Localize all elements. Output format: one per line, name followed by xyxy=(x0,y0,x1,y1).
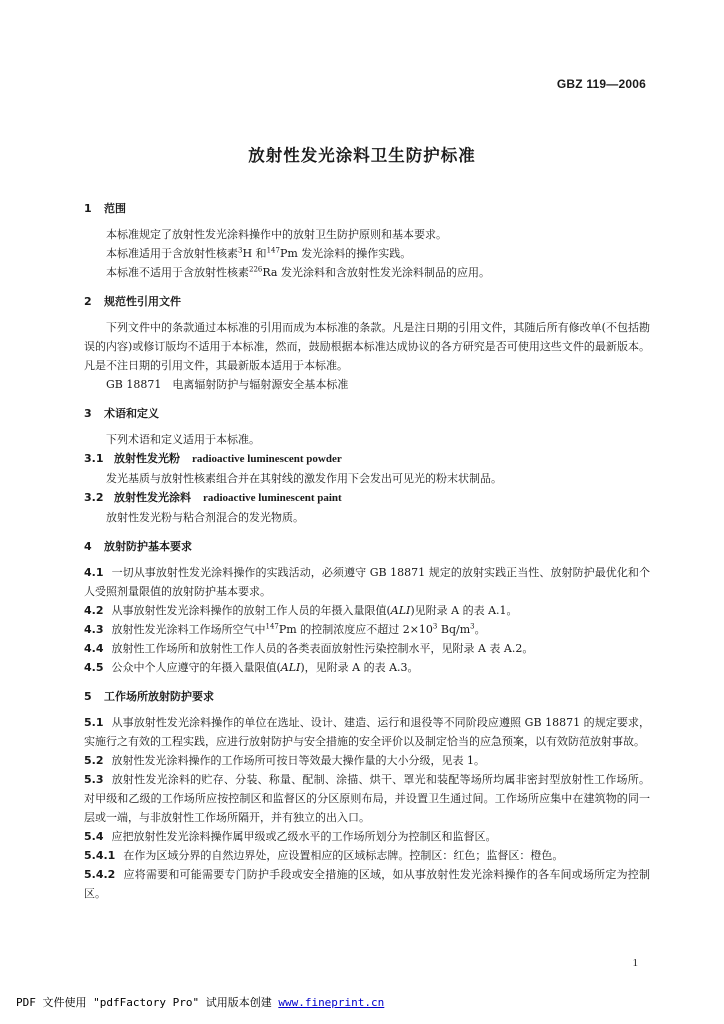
section-title: 规范性引用文件 xyxy=(104,295,181,308)
normative-reference: GB 18871 电离辐射防护与辐射源安全基本标准 xyxy=(106,378,349,391)
clause: 5.3 放射性发光涂料的贮存、分装、称量、配制、涂描、烘干、罩光和装配等场所均属非密封型放射性工作场所。对甲级和乙级的工作场所应按控制区和监督区的分区原则布局，并设置卫生通过间。工作场所应集中在建筑物的同一层或一端，与非放射性工作场所隔开，并有独立的出入口。 xyxy=(84,773,650,824)
clause: 4.2 从事放射性发光涂料操作的放射工作人员的年摄入量限值(ALI)见附录 A 的表 A.1。 xyxy=(84,604,518,617)
section-3-heading xyxy=(84,403,650,425)
section-number: 5 xyxy=(84,690,92,703)
clause: 5.1 从事放射性发光涂料操作的单位在选址、设计、建造、运行和退役等不同阶段应遵照 GB 18871 的规定要求，实施行之有效的工程实践，应进行放射防护与安全措施的安全评价以及制定恰当的应急预案，以有效防范放射事故。 xyxy=(84,716,650,748)
term-definition: 发光基质与放射性核素组合并在其射线的激发作用下会发出可见光的粉末状制品。 xyxy=(106,472,502,485)
clause: 5.4.1 在作为区域分界的自然边界处，应设置相应的区域标志牌。控制区：红色；监督区：橙色。 xyxy=(84,849,564,862)
clause: 4.4 放射性工作场所和放射性工作人员的各类表面放射性污染控制水平，见附录 A 表 A.2。 xyxy=(84,642,534,655)
standard-code: GBZ 119—2006 xyxy=(556,77,646,91)
page-title: 放射性发光涂料卫生防护标准 xyxy=(248,146,476,165)
term-entry: 3.1 放射性发光粉 radioactive luminescent powder xyxy=(84,452,342,465)
section-1-heading xyxy=(84,198,650,220)
paragraph: 下列术语和定义适用于本标准。 xyxy=(106,433,260,446)
section-5-heading xyxy=(84,686,650,708)
footer-text: PDF 文件使用 "pdfFactory Pro" 试用版本创建 xyxy=(16,996,279,1009)
pdf-footer xyxy=(16,994,384,1010)
clause: 5.2 放射性发光涂料操作的工作场所可按日等效最大操作量的大小分级，见表 1。 xyxy=(84,754,485,767)
section-title: 术语和定义 xyxy=(104,407,159,420)
clause: 5.4 应把放射性发光涂料操作属甲级或乙级水平的工作场所划分为控制区和监督区。 xyxy=(84,830,497,843)
paragraph: 本标准规定了放射性发光涂料操作中的放射卫生防护原则和基本要求。 xyxy=(106,228,447,241)
paragraph: 下列文件中的条款通过本标准的引用而成为本标准的条款。凡是注日期的引用文件，其随后所有修改单(不包括勘误的内容)或修订版均不适用于本标准，然而，鼓励根据本标准达成协议的各方研究是否可使用这些文件的最新版本。凡是不注日期的引用文件，其最新版本适用于本标准。 xyxy=(84,321,650,372)
section-title: 放射防护基本要求 xyxy=(104,540,192,553)
clause: 5.4.2 应将需要和可能需要专门防护手段或安全措施的区域，如从事放射性发光涂料操作的各车间或场所定为控制区。 xyxy=(84,868,650,900)
section-number: 1 xyxy=(84,202,92,215)
clause: 4.1 一切从事放射性发光涂料操作的实践活动，必须遵守 GB 18871 规定的放射实践正当性、放射防护最优化和个人受照剂量限值的放射防护基本要求。 xyxy=(84,566,650,598)
clause: 4.5 公众中个人应遵守的年摄入量限值(ALI)，见附录 A 的表 A.3。 xyxy=(84,661,419,674)
term-entry: 3.2 放射性发光涂料 radioactive luminescent paint xyxy=(84,491,342,504)
clause: 4.3 放射性发光涂料工作场所空气中$^{147}$Pm 的控制浓度应不超过 $2\times 10^3$ $Bq/m^3$。 xyxy=(84,622,486,636)
section-title: 范围 xyxy=(104,202,126,215)
document-body xyxy=(84,198,650,903)
paragraph: 本标准适用于含放射性核素$^3$H 和$^{147}$Pm 发光涂料的操作实践。 xyxy=(106,246,412,260)
section-number: 4 xyxy=(84,540,92,553)
section-number: 2 xyxy=(84,295,92,308)
footer-link[interactable]: www.fineprint.cn xyxy=(278,996,385,1009)
paragraph: 本标准不适用于含放射性核素$^{226}$Ra 发光涂料和含放射性发光涂料制品的应用。 xyxy=(106,265,490,279)
section-number: 3 xyxy=(84,407,92,420)
page-number: 1 xyxy=(632,957,638,969)
term-definition: 放射性发光粉与粘合剂混合的发光物质。 xyxy=(106,511,304,524)
section-title: 工作场所放射防护要求 xyxy=(104,690,214,703)
section-4-heading xyxy=(84,536,650,558)
section-2-heading xyxy=(84,291,650,313)
